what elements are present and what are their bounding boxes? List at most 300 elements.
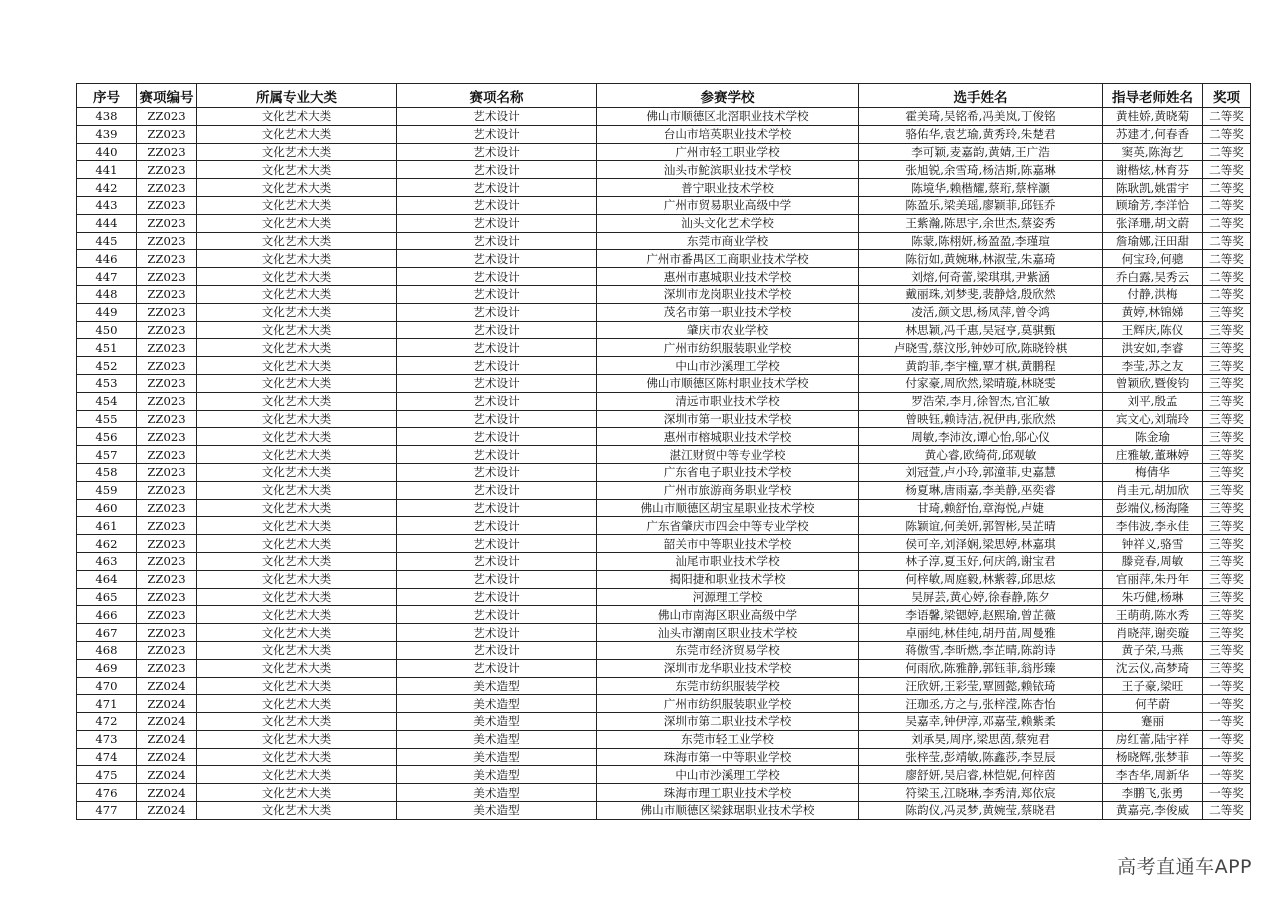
cell-award: 二等奖: [1203, 161, 1251, 179]
cell-school: 佛山市顺德区陈村职业技术学校: [597, 374, 859, 392]
cell-serial: 476: [77, 784, 137, 802]
cell-event-code: ZZ023: [137, 108, 197, 126]
cell-serial: 451: [77, 339, 137, 357]
cell-serial: 474: [77, 748, 137, 766]
cell-event-name: 艺术设计: [397, 624, 597, 642]
cell-school: 揭阳捷和职业技术学校: [597, 570, 859, 588]
cell-event-name: 艺术设计: [397, 570, 597, 588]
cell-category: 文化艺术大类: [197, 606, 397, 624]
table-row: [77, 695, 1251, 713]
cell-instructors: 李鹏飞,张勇: [1103, 784, 1203, 802]
cell-award: 二等奖: [1203, 196, 1251, 214]
table-row: [77, 624, 1251, 642]
cell-category: 文化艺术大类: [197, 179, 397, 197]
cell-event-name: 艺术设计: [397, 268, 597, 286]
cell-contestants: 张梓莹,彭靖敏,陈鑫莎,李昱辰: [859, 748, 1103, 766]
cell-school: 广东省电子职业技术学校: [597, 463, 859, 481]
cell-contestants: 陈盈乐,梁美瑶,廖颖菲,邱钰乔: [859, 196, 1103, 214]
cell-category: 文化艺术大类: [197, 766, 397, 784]
cell-award: 三等奖: [1203, 588, 1251, 606]
cell-event-code: ZZ023: [137, 499, 197, 517]
cell-event-code: ZZ023: [137, 463, 197, 481]
cell-instructors: 张泽珊,胡文蔚: [1103, 214, 1203, 232]
cell-serial: 471: [77, 695, 137, 713]
cell-category: 文化艺术大类: [197, 232, 397, 250]
cell-instructors: 梅倩华: [1103, 463, 1203, 481]
table-row: [77, 285, 1251, 303]
cell-event-code: ZZ023: [137, 392, 197, 410]
cell-instructors: 蹇丽: [1103, 713, 1203, 731]
cell-award: 一等奖: [1203, 677, 1251, 695]
cell-award: 三等奖: [1203, 659, 1251, 677]
cell-instructors: 何芊蔚: [1103, 695, 1203, 713]
cell-category: 文化艺术大类: [197, 641, 397, 659]
cell-event-name: 艺术设计: [397, 606, 597, 624]
table-row: [77, 232, 1251, 250]
cell-school: 中山市沙溪理工学校: [597, 766, 859, 784]
cell-category: 文化艺术大类: [197, 392, 397, 410]
cell-contestants: 蒋傲雪,李昕燃,李芷晴,陈韵诗: [859, 641, 1103, 659]
cell-event-code: ZZ023: [137, 339, 197, 357]
cell-contestants: 李语馨,梁锶婷,赵熙瑜,曾芷薇: [859, 606, 1103, 624]
cell-serial: 463: [77, 552, 137, 570]
cell-contestants: 甘琦,赖舒怡,章海悦,卢婕: [859, 499, 1103, 517]
cell-event-code: ZZ023: [137, 606, 197, 624]
cell-category: 文化艺术大类: [197, 196, 397, 214]
cell-school: 广州市纺织服装职业学校: [597, 695, 859, 713]
cell-contestants: 骆佑华,袁艺瑜,黄秀玲,朱楚君: [859, 125, 1103, 143]
cell-event-name: 艺术设计: [397, 446, 597, 464]
cell-serial: 447: [77, 268, 137, 286]
cell-event-name: 艺术设计: [397, 374, 597, 392]
cell-award: 三等奖: [1203, 428, 1251, 446]
cell-school: 深圳市第二职业技术学校: [597, 713, 859, 731]
cell-serial: 462: [77, 535, 137, 553]
cell-contestants: 何梓敏,周庭毅,林紫蓉,邱思炫: [859, 570, 1103, 588]
cell-contestants: 黄韵菲,李宇橦,覃才棋,黄鹏程: [859, 357, 1103, 375]
cell-event-code: ZZ024: [137, 784, 197, 802]
table-row: [77, 481, 1251, 499]
cell-serial: 468: [77, 641, 137, 659]
cell-serial: 445: [77, 232, 137, 250]
cell-school: 广州市旅游商务职业学校: [597, 481, 859, 499]
cell-award: 三等奖: [1203, 321, 1251, 339]
cell-instructors: 付静,洪梅: [1103, 285, 1203, 303]
cell-school: 中山市沙溪理工学校: [597, 357, 859, 375]
cell-school: 广州市贸易职业高级中学: [597, 196, 859, 214]
cell-event-code: ZZ023: [137, 125, 197, 143]
table-row: [77, 766, 1251, 784]
cell-event-name: 美术造型: [397, 695, 597, 713]
cell-instructors: 陈耿凯,姚雷宇: [1103, 179, 1203, 197]
cell-category: 文化艺术大类: [197, 695, 397, 713]
cell-school: 东莞市纺织服装学校: [597, 677, 859, 695]
table-row: [77, 196, 1251, 214]
cell-event-code: ZZ023: [137, 232, 197, 250]
cell-event-code: ZZ023: [137, 285, 197, 303]
table-row: [77, 108, 1251, 126]
cell-award: 二等奖: [1203, 179, 1251, 197]
cell-school: 清远市职业技术学校: [597, 392, 859, 410]
cell-school: 广东省肇庆市四会中等专业学校: [597, 517, 859, 535]
cell-instructors: 詹瑜娜,汪田甜: [1103, 232, 1203, 250]
cell-contestants: 汪珈丞,方之与,张梓滢,陈杏怡: [859, 695, 1103, 713]
cell-instructors: 官丽萍,朱丹年: [1103, 570, 1203, 588]
cell-school: 台山市培英职业技术学校: [597, 125, 859, 143]
table-row: [77, 125, 1251, 143]
cell-award: 一等奖: [1203, 766, 1251, 784]
cell-school: 韶关市中等职业技术学校: [597, 535, 859, 553]
cell-award: 二等奖: [1203, 268, 1251, 286]
cell-event-name: 美术造型: [397, 730, 597, 748]
table-row: [77, 659, 1251, 677]
cell-award: 二等奖: [1203, 232, 1251, 250]
cell-event-name: 艺术设计: [397, 339, 597, 357]
cell-contestants: 刘冠萱,卢小玲,郭潼菲,史嘉慧: [859, 463, 1103, 481]
cell-serial: 458: [77, 463, 137, 481]
table-row: [77, 428, 1251, 446]
cell-contestants: 黄心睿,欧绮荷,邱观敏: [859, 446, 1103, 464]
cell-contestants: 陈境华,赖楷耀,蔡珩,蔡梓灏: [859, 179, 1103, 197]
cell-serial: 466: [77, 606, 137, 624]
cell-award: 二等奖: [1203, 108, 1251, 126]
cell-award: 三等奖: [1203, 446, 1251, 464]
cell-instructors: 谢楷炫,林育芬: [1103, 161, 1203, 179]
cell-category: 文化艺术大类: [197, 624, 397, 642]
cell-category: 文化艺术大类: [197, 161, 397, 179]
cell-contestants: 李可颖,麦嘉韵,黄婧,王广浩: [859, 143, 1103, 161]
cell-instructors: 肖圭元,胡加欣: [1103, 481, 1203, 499]
cell-serial: 444: [77, 214, 137, 232]
cell-school: 佛山市顺德区梁銶琚职业技术学校: [597, 802, 859, 820]
cell-school: 普宁职业技术学校: [597, 179, 859, 197]
table-row: [77, 730, 1251, 748]
cell-event-code: ZZ023: [137, 161, 197, 179]
cell-event-name: 美术造型: [397, 748, 597, 766]
cell-category: 文化艺术大类: [197, 446, 397, 464]
cell-school: 汕头市鮀滨职业技术学校: [597, 161, 859, 179]
cell-instructors: 王辉庆,陈仪: [1103, 321, 1203, 339]
table-row: [77, 374, 1251, 392]
cell-instructors: 黄嘉亮,李俊威: [1103, 802, 1203, 820]
cell-serial: 473: [77, 730, 137, 748]
table-row: [77, 677, 1251, 695]
cell-contestants: 周敏,李沛汝,谭心怡,邬心仪: [859, 428, 1103, 446]
cell-event-name: 艺术设计: [397, 232, 597, 250]
cell-contestants: 陈衍如,黄婉琳,林淑莹,朱嘉琦: [859, 250, 1103, 268]
cell-school: 深圳市龙岗职业技术学校: [597, 285, 859, 303]
table-row: [77, 463, 1251, 481]
cell-event-code: ZZ023: [137, 659, 197, 677]
cell-event-code: ZZ024: [137, 713, 197, 731]
cell-award: 三等奖: [1203, 463, 1251, 481]
cell-event-code: ZZ023: [137, 446, 197, 464]
cell-school: 广州市轻工职业学校: [597, 143, 859, 161]
cell-serial: 439: [77, 125, 137, 143]
cell-award: 一等奖: [1203, 784, 1251, 802]
cell-event-name: 美术造型: [397, 802, 597, 820]
cell-event-name: 美术造型: [397, 677, 597, 695]
cell-event-code: ZZ023: [137, 410, 197, 428]
cell-event-code: ZZ024: [137, 748, 197, 766]
cell-school: 惠州市榕城职业技术学校: [597, 428, 859, 446]
cell-category: 文化艺术大类: [197, 730, 397, 748]
cell-event-code: ZZ023: [137, 179, 197, 197]
cell-instructors: 李伟波,李永佳: [1103, 517, 1203, 535]
cell-award: 二等奖: [1203, 802, 1251, 820]
cell-event-code: ZZ024: [137, 766, 197, 784]
cell-event-code: ZZ023: [137, 303, 197, 321]
cell-event-name: 艺术设计: [397, 214, 597, 232]
cell-instructors: 黄桂娇,黄晓菊: [1103, 108, 1203, 126]
cell-event-name: 艺术设计: [397, 499, 597, 517]
cell-category: 文化艺术大类: [197, 303, 397, 321]
cell-instructors: 肖晓萍,谢奕璇: [1103, 624, 1203, 642]
header-instructors: 指导老师姓名: [1103, 84, 1203, 108]
cell-award: 三等奖: [1203, 339, 1251, 357]
cell-school: 深圳市龙华职业技术学校: [597, 659, 859, 677]
cell-instructors: 曾颖欣,暨俊钧: [1103, 374, 1203, 392]
cell-event-name: 艺术设计: [397, 410, 597, 428]
cell-instructors: 黄子荣,马燕: [1103, 641, 1203, 659]
cell-event-code: ZZ023: [137, 517, 197, 535]
cell-serial: 440: [77, 143, 137, 161]
table-row: [77, 535, 1251, 553]
cell-serial: 446: [77, 250, 137, 268]
cell-event-code: ZZ023: [137, 552, 197, 570]
cell-event-name: 艺术设计: [397, 588, 597, 606]
cell-school: 东莞市轻工业学校: [597, 730, 859, 748]
cell-category: 文化艺术大类: [197, 321, 397, 339]
cell-contestants: 符梁玉,江晓琳,李秀清,郑依宸: [859, 784, 1103, 802]
cell-event-code: ZZ024: [137, 802, 197, 820]
cell-award: 三等奖: [1203, 357, 1251, 375]
cell-instructors: 乔白露,吴秀云: [1103, 268, 1203, 286]
cell-instructors: 苏建才,何春香: [1103, 125, 1203, 143]
table-row: [77, 641, 1251, 659]
cell-serial: 452: [77, 357, 137, 375]
cell-contestants: 卓丽纯,林佳纯,胡丹苗,周曼雅: [859, 624, 1103, 642]
cell-school: 广州市纺织服装职业学校: [597, 339, 859, 357]
cell-school: 湛江财贸中等专业学校: [597, 446, 859, 464]
cell-event-code: ZZ023: [137, 250, 197, 268]
cell-contestants: 廖舒妍,吴启睿,林恺妮,何梓茵: [859, 766, 1103, 784]
cell-serial: 455: [77, 410, 137, 428]
table-row: [77, 321, 1251, 339]
cell-contestants: 罗浩荣,李月,徐智杰,官汇敏: [859, 392, 1103, 410]
cell-event-name: 艺术设计: [397, 535, 597, 553]
cell-instructors: 王子豪,梁旺: [1103, 677, 1203, 695]
cell-contestants: 汪欣妍,王彩莹,覃圆懿,赖铱琦: [859, 677, 1103, 695]
cell-school: 汕尾市职业技术学校: [597, 552, 859, 570]
table-row: [77, 143, 1251, 161]
cell-category: 文化艺术大类: [197, 463, 397, 481]
cell-category: 文化艺术大类: [197, 659, 397, 677]
table-row: [77, 802, 1251, 820]
cell-event-code: ZZ023: [137, 481, 197, 499]
cell-instructors: 刘平,殷孟: [1103, 392, 1203, 410]
cell-event-name: 艺术设计: [397, 179, 597, 197]
cell-serial: 460: [77, 499, 137, 517]
cell-serial: 438: [77, 108, 137, 126]
cell-serial: 449: [77, 303, 137, 321]
cell-category: 文化艺术大类: [197, 268, 397, 286]
table-row: [77, 303, 1251, 321]
cell-school: 广州市番禺区工商职业技术学校: [597, 250, 859, 268]
table-row: [77, 499, 1251, 517]
cell-event-code: ZZ024: [137, 695, 197, 713]
cell-category: 文化艺术大类: [197, 499, 397, 517]
cell-contestants: 何雨欣,陈雅静,郭钰菲,翁彤臻: [859, 659, 1103, 677]
table-row: [77, 606, 1251, 624]
cell-category: 文化艺术大类: [197, 108, 397, 126]
cell-award: 二等奖: [1203, 250, 1251, 268]
cell-instructors: 朱巧健,杨琳: [1103, 588, 1203, 606]
cell-award: 三等奖: [1203, 641, 1251, 659]
cell-contestants: 卢晓雪,蔡汶彤,钟妙可欣,陈晓铃棋: [859, 339, 1103, 357]
cell-serial: 467: [77, 624, 137, 642]
cell-event-code: ZZ023: [137, 428, 197, 446]
cell-instructors: 彭端仪,杨海隆: [1103, 499, 1203, 517]
cell-school: 肇庆市农业学校: [597, 321, 859, 339]
cell-contestants: 陈颖谊,何美妍,郭智彬,吴芷晴: [859, 517, 1103, 535]
table-row: [77, 748, 1251, 766]
cell-serial: 464: [77, 570, 137, 588]
table-row: [77, 268, 1251, 286]
cell-instructors: 陈金瑜: [1103, 428, 1203, 446]
cell-serial: 470: [77, 677, 137, 695]
cell-instructors: 王萌萌,陈水秀: [1103, 606, 1203, 624]
table-row: [77, 161, 1251, 179]
cell-category: 文化艺术大类: [197, 784, 397, 802]
cell-contestants: 张旭锐,余雪琦,杨洁斯,陈嘉琳: [859, 161, 1103, 179]
cell-instructors: 房红蕾,陆宇祥: [1103, 730, 1203, 748]
cell-instructors: 钟祥义,骆雪: [1103, 535, 1203, 553]
table-row: [77, 552, 1251, 570]
cell-serial: 448: [77, 285, 137, 303]
cell-category: 文化艺术大类: [197, 428, 397, 446]
cell-category: 文化艺术大类: [197, 357, 397, 375]
cell-instructors: 黄婷,林锦娣: [1103, 303, 1203, 321]
cell-award: 三等奖: [1203, 481, 1251, 499]
table-row: [77, 214, 1251, 232]
cell-award: 一等奖: [1203, 695, 1251, 713]
cell-event-code: ZZ023: [137, 357, 197, 375]
cell-contestants: 刘熔,何奇蕾,梁琪琪,尹紫涵: [859, 268, 1103, 286]
cell-serial: 454: [77, 392, 137, 410]
cell-award: 三等奖: [1203, 535, 1251, 553]
cell-event-name: 艺术设计: [397, 659, 597, 677]
cell-school: 茂名市第一职业技术学校: [597, 303, 859, 321]
cell-school: 珠海市理工职业技术学校: [597, 784, 859, 802]
cell-award: 三等奖: [1203, 552, 1251, 570]
cell-event-name: 艺术设计: [397, 463, 597, 481]
cell-award: 三等奖: [1203, 392, 1251, 410]
cell-event-name: 艺术设计: [397, 321, 597, 339]
cell-event-code: ZZ023: [137, 588, 197, 606]
header-award: 奖项: [1203, 84, 1251, 108]
cell-contestants: 付家豪,周欣然,梁晴璇,林晓雯: [859, 374, 1103, 392]
cell-instructors: 李杏华,周新华: [1103, 766, 1203, 784]
cell-school: 佛山市顺德区北滘职业技术学校: [597, 108, 859, 126]
cell-event-name: 艺术设计: [397, 143, 597, 161]
table-row: [77, 250, 1251, 268]
cell-event-code: ZZ023: [137, 624, 197, 642]
cell-award: 一等奖: [1203, 748, 1251, 766]
cell-event-name: 艺术设计: [397, 641, 597, 659]
cell-category: 文化艺术大类: [197, 214, 397, 232]
cell-contestants: 霍美琦,吴铭希,冯美岚,丁俊铭: [859, 108, 1103, 126]
cell-category: 文化艺术大类: [197, 339, 397, 357]
cell-serial: 477: [77, 802, 137, 820]
cell-contestants: 吴嘉幸,钟伊淳,邓嘉莹,赖紫柔: [859, 713, 1103, 731]
cell-award: 三等奖: [1203, 303, 1251, 321]
cell-category: 文化艺术大类: [197, 250, 397, 268]
cell-event-name: 艺术设计: [397, 108, 597, 126]
cell-award: 二等奖: [1203, 214, 1251, 232]
table-row: [77, 339, 1251, 357]
watermark-text: 高考直通车APP: [1117, 856, 1252, 878]
cell-school: 东莞市经济贸易学校: [597, 641, 859, 659]
cell-award: 二等奖: [1203, 125, 1251, 143]
cell-event-code: ZZ023: [137, 535, 197, 553]
cell-event-code: ZZ023: [137, 641, 197, 659]
cell-school: 珠海市第一中等职业学校: [597, 748, 859, 766]
table-row: [77, 588, 1251, 606]
cell-instructors: 庄雅敏,董琳婷: [1103, 446, 1203, 464]
cell-event-name: 艺术设计: [397, 285, 597, 303]
table-row: [77, 357, 1251, 375]
cell-instructors: 宾文心,刘瑞玲: [1103, 410, 1203, 428]
cell-category: 文化艺术大类: [197, 285, 397, 303]
cell-serial: 450: [77, 321, 137, 339]
cell-award: 三等奖: [1203, 410, 1251, 428]
cell-event-name: 艺术设计: [397, 481, 597, 499]
header-serial: 序号: [77, 84, 137, 108]
cell-event-code: ZZ024: [137, 730, 197, 748]
cell-award: 二等奖: [1203, 143, 1251, 161]
cell-category: 文化艺术大类: [197, 677, 397, 695]
cell-serial: 441: [77, 161, 137, 179]
cell-serial: 461: [77, 517, 137, 535]
cell-contestants: 陈韵仪,冯灵梦,黄婉莹,蔡晓君: [859, 802, 1103, 820]
cell-school: 东莞市商业学校: [597, 232, 859, 250]
cell-award: 三等奖: [1203, 606, 1251, 624]
cell-school: 汕头市潮南区职业技术学校: [597, 624, 859, 642]
cell-instructors: 李莹,苏之友: [1103, 357, 1203, 375]
cell-serial: 459: [77, 481, 137, 499]
cell-category: 文化艺术大类: [197, 374, 397, 392]
cell-school: 佛山市南海区职业高级中学: [597, 606, 859, 624]
header-category: 所属专业大类: [197, 84, 397, 108]
cell-award: 三等奖: [1203, 570, 1251, 588]
cell-category: 文化艺术大类: [197, 748, 397, 766]
header-event-name: 赛项名称: [397, 84, 597, 108]
cell-event-code: ZZ024: [137, 677, 197, 695]
cell-award: 三等奖: [1203, 517, 1251, 535]
cell-category: 文化艺术大类: [197, 143, 397, 161]
cell-event-name: 艺术设计: [397, 517, 597, 535]
table-header-row: [77, 84, 1251, 108]
cell-award: 三等奖: [1203, 624, 1251, 642]
cell-instructors: 何宝玲,何骢: [1103, 250, 1203, 268]
cell-contestants: 刘承昊,周序,梁思茵,蔡宛君: [859, 730, 1103, 748]
cell-serial: 453: [77, 374, 137, 392]
table-row: [77, 784, 1251, 802]
table-row: [77, 392, 1251, 410]
header-school: 参赛学校: [597, 84, 859, 108]
cell-award: 三等奖: [1203, 374, 1251, 392]
